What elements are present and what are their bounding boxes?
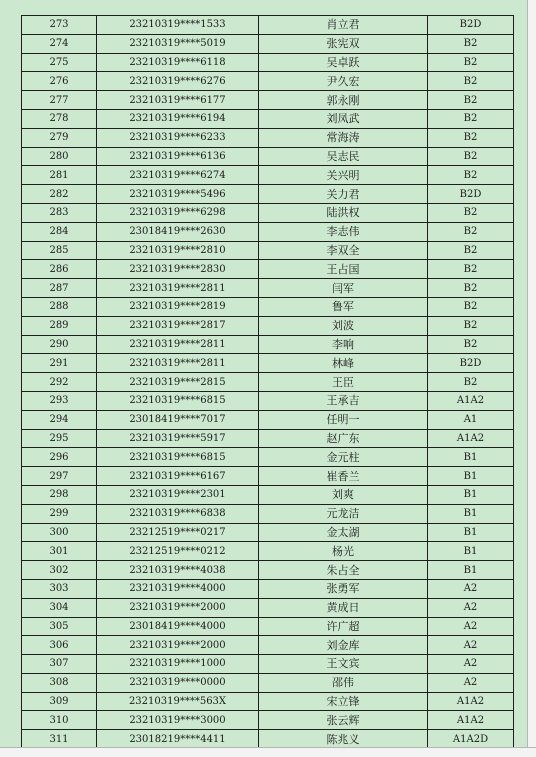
person-name-cell: 陆洪权 (259, 203, 428, 222)
row-number-cell: 306 (22, 636, 97, 655)
table-row (22, 711, 514, 730)
table-row (22, 391, 514, 410)
license-class-cell: B1 (428, 504, 514, 523)
person-name-cell: 关力君 (259, 185, 428, 204)
row-number-cell: 298 (22, 485, 97, 504)
row-number-cell: 292 (22, 373, 97, 392)
person-name-cell: 刘爽 (259, 485, 428, 504)
table-row (22, 542, 514, 561)
person-name-cell: 金元柱 (259, 448, 428, 467)
person-name-cell: 赵广东 (259, 429, 428, 448)
table-row (22, 91, 514, 110)
table-row (22, 109, 514, 128)
person-name-cell: 陈兆义 (259, 730, 428, 749)
table-row (22, 636, 514, 655)
person-name-cell: 刘凤武 (259, 109, 428, 128)
row-number-cell: 280 (22, 147, 97, 166)
person-name-cell: 朱占全 (259, 561, 428, 580)
license-class-cell: B2 (428, 34, 514, 53)
row-number-cell: 275 (22, 53, 97, 72)
license-class-cell: B2 (428, 373, 514, 392)
row-number-cell: 283 (22, 203, 97, 222)
table-row (22, 128, 514, 147)
table-row (22, 53, 514, 72)
person-name-cell: 杨光 (259, 542, 428, 561)
row-number-cell: 273 (22, 16, 97, 35)
row-number-cell: 293 (22, 391, 97, 410)
license-class-cell: A2 (428, 579, 514, 598)
table-row (22, 673, 514, 692)
row-number-cell: 291 (22, 354, 97, 373)
license-class-cell: B2 (428, 260, 514, 279)
person-name-cell: 王占国 (259, 260, 428, 279)
row-number-cell: 276 (22, 72, 97, 91)
table-row (22, 279, 514, 298)
table-row (22, 617, 514, 636)
table-row (22, 34, 514, 53)
id-number-cell: 23210319****6118 (97, 53, 259, 72)
id-number-cell: 23210319****6838 (97, 504, 259, 523)
license-class-cell: A2 (428, 655, 514, 674)
id-number-cell: 23210319****2817 (97, 316, 259, 335)
row-number-cell: 274 (22, 34, 97, 53)
row-number-cell: 287 (22, 279, 97, 298)
person-name-cell: 李响 (259, 335, 428, 354)
table-row (22, 241, 514, 260)
id-number-cell: 23210319****2819 (97, 297, 259, 316)
person-name-cell: 邵伟 (259, 673, 428, 692)
table-row (22, 260, 514, 279)
id-number-cell: 23210319****6136 (97, 147, 259, 166)
id-number-cell: 23210319****6177 (97, 91, 259, 110)
row-number-cell: 295 (22, 429, 97, 448)
person-name-cell: 金太湖 (259, 523, 428, 542)
id-number-cell: 23210319****2815 (97, 373, 259, 392)
license-class-cell: A1A2 (428, 429, 514, 448)
license-class-cell: B2 (428, 335, 514, 354)
license-roster-table (21, 15, 514, 749)
table-row (22, 429, 514, 448)
license-class-cell: B2 (428, 241, 514, 260)
license-class-cell: B2 (428, 109, 514, 128)
table-row (22, 166, 514, 185)
row-number-cell: 299 (22, 504, 97, 523)
table-row (22, 16, 514, 35)
person-name-cell: 王承吉 (259, 391, 428, 410)
id-number-cell: 23210319****4038 (97, 561, 259, 580)
row-number-cell: 282 (22, 185, 97, 204)
id-number-cell: 23210319****2301 (97, 485, 259, 504)
id-number-cell: 23210319****2811 (97, 279, 259, 298)
id-number-cell: 23210319****1000 (97, 655, 259, 674)
table-row (22, 523, 514, 542)
person-name-cell: 肖立君 (259, 16, 428, 35)
person-name-cell: 宋立锋 (259, 692, 428, 711)
row-number-cell: 301 (22, 542, 97, 561)
license-class-cell: B2D (428, 16, 514, 35)
license-class-cell: B1 (428, 485, 514, 504)
row-number-cell: 303 (22, 579, 97, 598)
license-class-cell: B2 (428, 297, 514, 316)
roster-body (22, 16, 514, 749)
row-number-cell: 279 (22, 128, 97, 147)
table-row (22, 504, 514, 523)
person-name-cell: 李双全 (259, 241, 428, 260)
license-class-cell: B2D (428, 185, 514, 204)
license-class-cell: B2D (428, 354, 514, 373)
id-number-cell: 23210319****2810 (97, 241, 259, 260)
license-class-cell: B2 (428, 91, 514, 110)
id-number-cell: 23210319****563X (97, 692, 259, 711)
row-number-cell: 296 (22, 448, 97, 467)
row-number-cell: 286 (22, 260, 97, 279)
id-number-cell: 23210319****2830 (97, 260, 259, 279)
id-number-cell: 23210319****1533 (97, 16, 259, 35)
license-class-cell: B2 (428, 147, 514, 166)
person-name-cell: 王文宾 (259, 655, 428, 674)
page-right-edge (527, 0, 536, 757)
person-name-cell: 刘波 (259, 316, 428, 335)
id-number-cell: 23210319****2811 (97, 335, 259, 354)
row-number-cell: 310 (22, 711, 97, 730)
person-name-cell: 闫军 (259, 279, 428, 298)
id-number-cell: 23210319****2000 (97, 636, 259, 655)
table-row (22, 335, 514, 354)
table-row (22, 467, 514, 486)
row-number-cell: 308 (22, 673, 97, 692)
row-number-cell: 302 (22, 561, 97, 580)
license-class-cell: A1A2D (428, 730, 514, 749)
row-number-cell: 305 (22, 617, 97, 636)
license-class-cell: B2 (428, 72, 514, 91)
table-row (22, 185, 514, 204)
row-number-cell: 294 (22, 410, 97, 429)
row-number-cell: 309 (22, 692, 97, 711)
license-class-cell: B2 (428, 279, 514, 298)
table-row (22, 72, 514, 91)
person-name-cell: 张云辉 (259, 711, 428, 730)
license-class-cell: B2 (428, 53, 514, 72)
person-name-cell: 王臣 (259, 373, 428, 392)
person-name-cell: 常海涛 (259, 128, 428, 147)
license-class-cell: B2 (428, 222, 514, 241)
id-number-cell: 23210319****2811 (97, 354, 259, 373)
table-row (22, 410, 514, 429)
license-class-cell: A2 (428, 598, 514, 617)
person-name-cell: 崔香兰 (259, 467, 428, 486)
row-number-cell: 304 (22, 598, 97, 617)
person-name-cell: 元龙洁 (259, 504, 428, 523)
table-row (22, 598, 514, 617)
id-number-cell: 23210319****3000 (97, 711, 259, 730)
person-name-cell: 尹久宏 (259, 72, 428, 91)
license-class-cell: B2 (428, 128, 514, 147)
table-row (22, 655, 514, 674)
row-number-cell: 284 (22, 222, 97, 241)
id-number-cell: 23212519****0217 (97, 523, 259, 542)
id-number-cell: 23210319****0000 (97, 673, 259, 692)
table-row (22, 147, 514, 166)
license-class-cell: B1 (428, 448, 514, 467)
id-number-cell: 23210319****6233 (97, 128, 259, 147)
id-number-cell: 23210319****6815 (97, 391, 259, 410)
person-name-cell: 林峰 (259, 354, 428, 373)
license-class-cell: A1A2 (428, 391, 514, 410)
person-name-cell: 刘金库 (259, 636, 428, 655)
license-class-cell: A2 (428, 673, 514, 692)
id-number-cell: 23210319****6298 (97, 203, 259, 222)
person-name-cell: 吴志民 (259, 147, 428, 166)
table-row (22, 485, 514, 504)
table-row (22, 297, 514, 316)
person-name-cell: 吴卓跃 (259, 53, 428, 72)
id-number-cell: 23210319****6276 (97, 72, 259, 91)
table-row (22, 203, 514, 222)
person-name-cell: 郭永刚 (259, 91, 428, 110)
id-number-cell: 23210319****6167 (97, 467, 259, 486)
person-name-cell: 李志伟 (259, 222, 428, 241)
table-row (22, 373, 514, 392)
row-number-cell: 300 (22, 523, 97, 542)
id-number-cell: 23210319****5496 (97, 185, 259, 204)
id-number-cell: 23210319****4000 (97, 579, 259, 598)
table-row (22, 579, 514, 598)
id-number-cell: 23210319****2000 (97, 598, 259, 617)
license-class-cell: A1A2 (428, 692, 514, 711)
row-number-cell: 278 (22, 109, 97, 128)
id-number-cell: 23018419****4000 (97, 617, 259, 636)
license-class-cell: B1 (428, 561, 514, 580)
license-class-cell: A2 (428, 617, 514, 636)
id-number-cell: 23018419****2630 (97, 222, 259, 241)
page-bottom-edge (0, 747, 536, 757)
person-name-cell: 黄成日 (259, 598, 428, 617)
person-name-cell: 张勇军 (259, 579, 428, 598)
row-number-cell: 277 (22, 91, 97, 110)
id-number-cell: 23210319****6815 (97, 448, 259, 467)
license-class-cell: B1 (428, 542, 514, 561)
table-row (22, 316, 514, 335)
row-number-cell: 297 (22, 467, 97, 486)
table-row (22, 354, 514, 373)
row-number-cell: 285 (22, 241, 97, 260)
table-row (22, 561, 514, 580)
person-name-cell: 张宪双 (259, 34, 428, 53)
id-number-cell: 23212519****0212 (97, 542, 259, 561)
row-number-cell: 289 (22, 316, 97, 335)
id-number-cell: 23210319****6194 (97, 109, 259, 128)
license-class-cell: B2 (428, 166, 514, 185)
id-number-cell: 23210319****5019 (97, 34, 259, 53)
row-number-cell: 288 (22, 297, 97, 316)
license-class-cell: A2 (428, 636, 514, 655)
id-number-cell: 23018419****7017 (97, 410, 259, 429)
id-number-cell: 23210319****5917 (97, 429, 259, 448)
person-name-cell: 关兴明 (259, 166, 428, 185)
id-number-cell: 23210319****6274 (97, 166, 259, 185)
row-number-cell: 290 (22, 335, 97, 354)
table-row (22, 730, 514, 749)
table-row (22, 448, 514, 467)
person-name-cell: 任明一 (259, 410, 428, 429)
person-name-cell: 许广超 (259, 617, 428, 636)
license-class-cell: A1A2 (428, 711, 514, 730)
license-class-cell: B2 (428, 203, 514, 222)
row-number-cell: 311 (22, 730, 97, 749)
table-row (22, 222, 514, 241)
table-row (22, 692, 514, 711)
license-class-cell: A1 (428, 410, 514, 429)
row-number-cell: 307 (22, 655, 97, 674)
license-class-cell: B1 (428, 467, 514, 486)
license-class-cell: B1 (428, 523, 514, 542)
row-number-cell: 281 (22, 166, 97, 185)
person-name-cell: 鲁军 (259, 297, 428, 316)
id-number-cell: 23018219****4411 (97, 730, 259, 749)
license-class-cell: B2 (428, 316, 514, 335)
